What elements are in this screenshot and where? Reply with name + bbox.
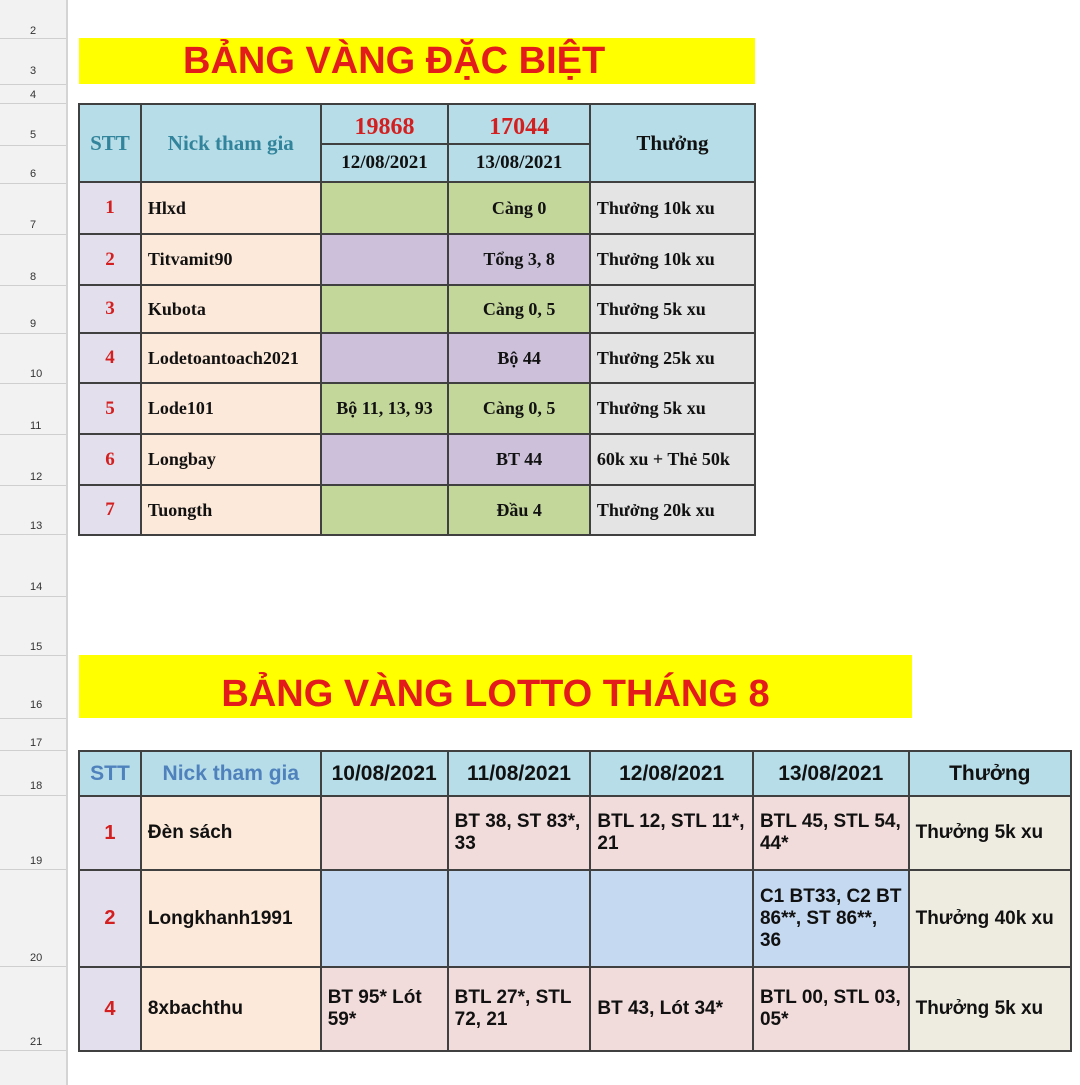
cell-date-1[interactable] — [321, 796, 448, 870]
header-date-3[interactable]: 12/08/2021 — [590, 751, 753, 796]
cell-stt[interactable]: 7 — [79, 485, 141, 535]
header-thuong[interactable]: Thưởng — [909, 751, 1071, 796]
header-date-1[interactable]: 10/08/2021 — [321, 751, 448, 796]
row-number[interactable]: 19 — [30, 855, 43, 867]
cell-thuong[interactable]: Thưởng 10k xu — [590, 182, 755, 234]
header-stt[interactable]: STT — [79, 751, 141, 796]
cell-date-3[interactable]: BT 43, Lót 34* — [590, 967, 753, 1051]
cell-nick[interactable]: Lodetoantoach2021 — [141, 333, 321, 383]
cell-nick[interactable]: 8xbachthu — [141, 967, 321, 1051]
cell-date-1[interactable]: Bộ 11, 13, 93 — [321, 383, 449, 434]
cell-date-2[interactable] — [448, 870, 591, 967]
table-row — [79, 870, 1071, 967]
cell-date-4[interactable]: BTL 45, STL 54, 44* — [753, 796, 909, 870]
row-number[interactable]: 3 — [30, 65, 37, 77]
row-number[interactable]: 16 — [30, 699, 43, 711]
cell-thuong[interactable]: Thưởng 25k xu — [590, 333, 755, 383]
cell-stt[interactable]: 2 — [79, 234, 141, 285]
cell-date-1[interactable]: BT 95* Lót 59* — [321, 967, 448, 1051]
cell-date-3[interactable] — [590, 870, 753, 967]
table-row — [79, 485, 755, 535]
cell-date-4[interactable]: C1 BT33, C2 BT 86**, ST 86**, 36 — [753, 870, 909, 967]
header-date-2[interactable]: 11/08/2021 — [448, 751, 591, 796]
cell-date-1[interactable] — [321, 182, 449, 234]
cell-date-1[interactable] — [321, 870, 448, 967]
table-row — [79, 796, 1071, 870]
cell-date-1[interactable] — [321, 434, 449, 485]
row-number[interactable]: 9 — [30, 318, 37, 330]
row-number[interactable]: 10 — [30, 368, 43, 380]
cell-nick[interactable]: Longbay — [141, 434, 321, 485]
header-date-2[interactable]: 13/08/2021 — [448, 144, 590, 182]
cell-stt[interactable]: 2 — [79, 870, 141, 967]
row-number[interactable]: 6 — [30, 168, 37, 180]
row-number[interactable]: 21 — [30, 1036, 43, 1048]
row-number[interactable]: 12 — [30, 471, 43, 483]
cell-date-1[interactable] — [321, 234, 449, 285]
table-row — [79, 383, 755, 434]
header-number-1[interactable]: 19868 — [321, 104, 449, 144]
cell-nick[interactable]: Tuongth — [141, 485, 321, 535]
table-row — [79, 333, 755, 383]
cell-stt[interactable]: 4 — [79, 967, 141, 1051]
cell-thuong[interactable]: Thưởng 5k xu — [590, 383, 755, 434]
header-nick[interactable]: Nick tham gia — [141, 751, 321, 796]
table2 — [78, 750, 1072, 1052]
row-number-gutter — [0, 0, 68, 1085]
cell-stt[interactable]: 1 — [79, 796, 141, 870]
row-number[interactable]: 8 — [30, 271, 37, 283]
cell-nick[interactable]: Đèn sách — [141, 796, 321, 870]
table1-title[interactable]: BẢNG VÀNG ĐẶC BIỆT — [79, 38, 755, 84]
header-stt[interactable]: STT — [79, 104, 141, 182]
cell-date-2[interactable]: Càng 0, 5 — [448, 285, 590, 333]
table-row — [79, 234, 755, 285]
cell-nick[interactable]: Kubota — [141, 285, 321, 333]
cell-date-2[interactable]: Đầu 4 — [448, 485, 590, 535]
cell-date-1[interactable] — [321, 333, 449, 383]
cell-date-3[interactable]: BTL 12, STL 11*, 21 — [590, 796, 753, 870]
table-row — [79, 182, 755, 234]
cell-date-4[interactable]: BTL 00, STL 03, 05* — [753, 967, 909, 1051]
cell-thuong[interactable]: Thưởng 20k xu — [590, 485, 755, 535]
cell-nick[interactable]: Longkhanh1991 — [141, 870, 321, 967]
cell-date-2[interactable]: Càng 0 — [448, 182, 590, 234]
table1 — [78, 103, 756, 536]
header-date-4[interactable]: 13/08/2021 — [753, 751, 909, 796]
row-number[interactable]: 13 — [30, 520, 43, 532]
cell-thuong[interactable]: Thưởng 5k xu — [909, 967, 1071, 1051]
cell-thuong[interactable]: Thưởng 10k xu — [590, 234, 755, 285]
cell-thuong[interactable]: Thưởng 5k xu — [909, 796, 1071, 870]
cell-nick[interactable]: Lode101 — [141, 383, 321, 434]
row-number[interactable]: 14 — [30, 581, 43, 593]
cell-date-2[interactable]: BT 38, ST 83*, 33 — [448, 796, 591, 870]
cell-nick[interactable]: Hlxd — [141, 182, 321, 234]
cell-date-2[interactable]: BT 44 — [448, 434, 590, 485]
row-number[interactable]: 15 — [30, 641, 43, 653]
cell-date-2[interactable]: Bộ 44 — [448, 333, 590, 383]
row-number[interactable]: 7 — [30, 219, 37, 231]
cell-thuong[interactable]: Thưởng 40k xu — [909, 870, 1071, 967]
cell-nick[interactable]: Titvamit90 — [141, 234, 321, 285]
header-date-1[interactable]: 12/08/2021 — [321, 144, 449, 182]
cell-date-1[interactable] — [321, 485, 449, 535]
row-number[interactable]: 18 — [30, 780, 43, 792]
row-number[interactable]: 4 — [30, 89, 37, 101]
header-thuong[interactable]: Thưởng — [590, 104, 755, 182]
cell-thuong[interactable]: Thưởng 5k xu — [590, 285, 755, 333]
table2-title[interactable]: BẢNG VÀNG LOTTO THÁNG 8 — [79, 655, 912, 718]
row-number[interactable]: 11 — [30, 420, 42, 432]
cell-date-2[interactable]: Càng 0, 5 — [448, 383, 590, 434]
cell-date-2[interactable]: Tổng 3, 8 — [448, 234, 590, 285]
header-nick[interactable]: Nick tham gia — [141, 104, 321, 182]
table-row — [79, 434, 755, 485]
cell-stt[interactable]: 6 — [79, 434, 141, 485]
table-row — [79, 967, 1071, 1051]
row-number[interactable]: 17 — [30, 737, 43, 749]
header-number-2[interactable]: 17044 — [448, 104, 590, 144]
cell-stt[interactable]: 3 — [79, 285, 141, 333]
cell-date-1[interactable] — [321, 285, 449, 333]
cell-stt[interactable]: 1 — [79, 182, 141, 234]
row-number[interactable]: 20 — [30, 952, 43, 964]
row-number[interactable]: 5 — [30, 129, 37, 141]
cell-date-2[interactable]: BTL 27*, STL 72, 21 — [448, 967, 591, 1051]
row-number[interactable]: 2 — [30, 25, 37, 37]
cell-thuong[interactable]: 60k xu + Thẻ 50k — [590, 434, 755, 485]
cell-stt[interactable]: 4 — [79, 333, 141, 383]
cell-stt[interactable]: 5 — [79, 383, 141, 434]
table-row — [79, 285, 755, 333]
